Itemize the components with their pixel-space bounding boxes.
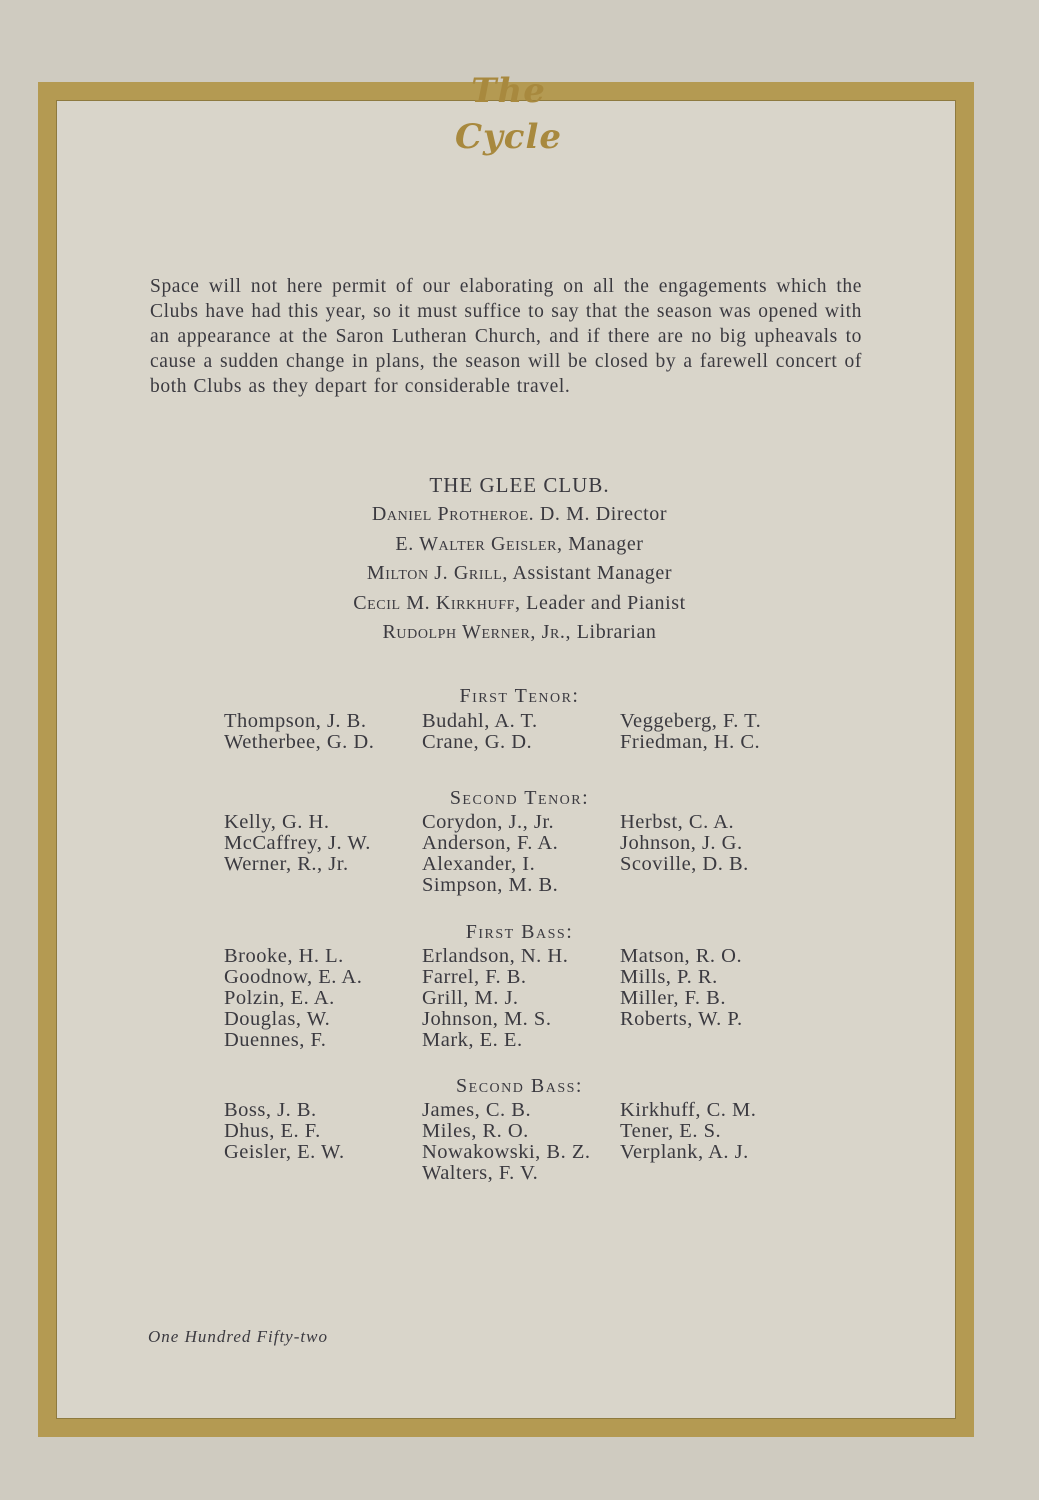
member-name: Douglas, W.: [224, 1008, 331, 1030]
member-column-3: [620, 1100, 756, 1163]
member-name: Geisler, E. W.: [224, 1141, 345, 1163]
member-name: Verplank, A. J.: [620, 1141, 749, 1163]
member-name: Kelly, G. H.: [224, 811, 330, 833]
member-name: Goodnow, E. A.: [224, 966, 363, 988]
member-name: Miller, F. B.: [620, 987, 726, 1009]
member-name: Dhus, E. F.: [224, 1120, 321, 1142]
member-name: Johnson, J. G.: [620, 832, 743, 854]
member-name: Walters, F. V.: [422, 1162, 539, 1184]
member-column-1: [224, 1100, 345, 1163]
section-first-bass: [0, 919, 1039, 1051]
member-column-2: [422, 946, 568, 1051]
member-name: Wetherbee, G. D.: [224, 731, 375, 753]
member-name: Simpson, M. B.: [422, 874, 559, 896]
member-name: Scoville, D. B.: [620, 853, 749, 875]
member-name: McCaffrey, J. W.: [224, 832, 371, 854]
officer-line: Daniel Protheroe. D. M. Director: [371, 503, 668, 525]
section-heading: First Bass:: [465, 921, 574, 943]
member-name: Crane, G. D.: [422, 731, 533, 753]
officer-line: Rudolph Werner, Jr., Librarian: [382, 621, 657, 643]
member-name: Friedman, H. C.: [620, 731, 761, 753]
member-name: Mark, E. E.: [422, 1029, 523, 1051]
member-name: Polzin, E. A.: [224, 987, 335, 1009]
member-name: Veggeberg, F. T.: [620, 710, 762, 732]
member-column-1: [224, 711, 374, 753]
header-rule-right: [594, 83, 974, 99]
member-column-2: [422, 1100, 591, 1184]
member-column-1: [224, 812, 371, 875]
member-name: Alexander, I.: [422, 853, 536, 875]
member-name: Johnson, M. S.: [422, 1008, 552, 1030]
member-name: Corydon, J., Jr.: [422, 811, 555, 833]
section-second-tenor: [0, 785, 1039, 896]
section-first-tenor: [0, 683, 1039, 753]
running-header: [0, 68, 1039, 157]
club-title: THE GLEE CLUB.: [429, 473, 610, 497]
member-name: Tener, E. S.: [620, 1120, 722, 1142]
member-name: Duennes, F.: [224, 1029, 327, 1051]
glee-club-officers: [0, 470, 1039, 648]
member-name: Grill, M. J.: [422, 987, 519, 1009]
section-heading: Second Tenor:: [449, 787, 590, 809]
member-column-2: [422, 812, 558, 896]
header-rule-left: [38, 83, 423, 99]
member-name: James, C. B.: [422, 1099, 532, 1121]
page-number: One Hundred Fifty-two: [148, 1327, 328, 1346]
member-name: Erlandson, N. H.: [422, 945, 569, 967]
member-column-3: [620, 946, 743, 1030]
member-name: Herbst, C. A.: [620, 811, 735, 833]
member-name: Miles, R. O.: [422, 1120, 529, 1142]
member-column-1: [224, 946, 362, 1051]
member-column-3: [620, 812, 749, 875]
member-name: Brooke, H. L.: [224, 945, 344, 967]
member-name: Kirkhuff, C. M.: [620, 1099, 757, 1121]
member-name: Farrel, F. B.: [422, 966, 527, 988]
officer-line: E. Walter Geisler, Manager: [395, 532, 644, 555]
member-name: Anderson, F. A.: [422, 832, 559, 854]
member-name: Roberts, W. P.: [620, 1008, 743, 1030]
section-second-bass: [0, 1073, 1039, 1184]
member-column-2: [422, 711, 538, 753]
section-heading: First Tenor:: [459, 685, 580, 707]
member-name: Budahl, A. T.: [422, 710, 538, 732]
header-title: The Cycle: [454, 71, 563, 157]
member-name: Werner, R., Jr.: [224, 853, 349, 875]
intro-paragraph: Space will not here permit of our elaborating on all the engagements which the Clubs have had this year, so it must suffice to say that the season was opened with an appearance at the Saron Lutheran Church, and if there are no big upheavals to cause a sudden change in plans, the season will be closed by a farewell concert of both Clubs as they depart for considerable travel.: [150, 276, 862, 397]
officer-line: Cecil M. Kirkhuff, Leader and Pianist: [353, 591, 686, 614]
member-name: Mills, P. R.: [620, 966, 718, 988]
member-name: Boss, J. B.: [224, 1099, 317, 1121]
member-column-3: [620, 711, 761, 753]
member-name: Matson, R. O.: [620, 945, 743, 967]
section-heading: Second Bass:: [456, 1075, 583, 1097]
member-name: Thompson, J. B.: [224, 710, 367, 732]
officer-line: Milton J. Grill, Assistant Manager: [366, 562, 673, 584]
member-name: Nowakowski, B. Z.: [422, 1141, 591, 1163]
